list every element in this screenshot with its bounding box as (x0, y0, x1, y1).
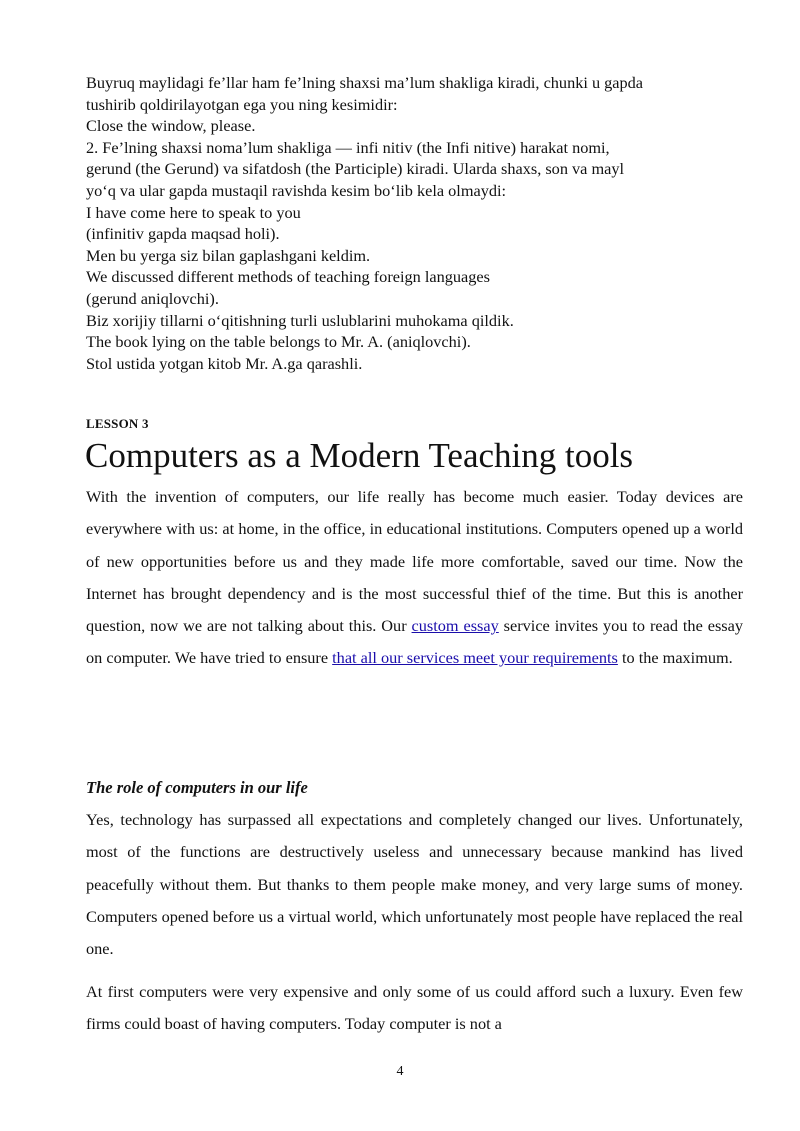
custom-essay-link[interactable]: custom essay (411, 616, 499, 636)
intro-line: We discussed different methods of teaching foreign languages (86, 267, 490, 287)
paragraph-text: to the maximum. (617, 648, 733, 668)
intro-line: gerund (the Gerund) va sifatdosh (the Participle) kiradi. Ularda shaxs, son va mayl (86, 159, 625, 179)
intro-line: Close the window, please. (86, 116, 256, 136)
intro-line: (gerund aniqlovchi). (86, 288, 219, 308)
intro-line: yo‘q va ular gapda mustaqil ravishda kesim bo‘lib kela olmaydi: (86, 180, 507, 200)
paragraph-history: At first computers were very expensive and only some of us could afford such a luxury. Even few firms could boast of having computers. Today computer is not a (86, 982, 743, 1034)
intro-line: tushirib qoldirilayotgan ega you ning kesimidir: (86, 94, 398, 114)
intro-line: (infinitiv gapda maqsad holi). (86, 224, 280, 244)
page-number: 4 (396, 1064, 404, 1079)
intro-line: Men bu yerga siz bilan gaplashgani keldim. (86, 245, 371, 265)
intro-line: The book lying on the table belongs to Mr. A. (aniqlovchi). (86, 332, 471, 352)
intro-text-block (86, 72, 746, 374)
intro-line: Buyruq maylidagi fe’llar ham fe’lning shaxsi ma’lum shakliga kiradi, chunki u gapda (86, 73, 644, 92)
section-subheading: The role of computers in our life (86, 778, 308, 797)
lesson-label: LESSON 3 (86, 416, 149, 431)
intro-line: 2. Fe’lning shaxsi noma’lum shakliga — infi nitiv (the Infi nitive) harakat nomi, (86, 137, 610, 157)
paragraph-role: Yes, technology has surpassed all expectations and completely changed our lives. Unfortunately, most of the functions are destructively useless and unnecessary because mankind has lived peacefully without them. But thanks to them people make money, and very large sums of money. Computers opened before us a virtual world, which unfortunately most people have replaced the real one. (86, 810, 743, 959)
requirements-link[interactable]: that all our services meet your requirements (332, 648, 618, 668)
paragraph-intro (86, 481, 743, 675)
paragraph-text: With the invention of computers, our life really has become much easier. Today devices are everywhere with us: at home, in the office, in educational institutions. Computers opened up a world of new opportunities before us and they made life more comfortable, saved our time. Now the Internet has brought dependency and is the most successful thief of the time. But this is another question, now we are not talking about this. Our (86, 487, 743, 636)
intro-line: Biz xorijiy tillarni o‘qitishning turli uslublarini muhokama qildik. (86, 310, 514, 330)
lesson-title: Computers as a Modern Teaching tools (85, 436, 634, 475)
paragraph-text: service invites you to read the essay on computer. We have tried to ensure (86, 616, 743, 668)
intro-line: I have come here to speak to you (86, 202, 301, 222)
intro-line: Stol ustida yotgan kitob Mr. A.ga qarashli. (86, 353, 363, 373)
